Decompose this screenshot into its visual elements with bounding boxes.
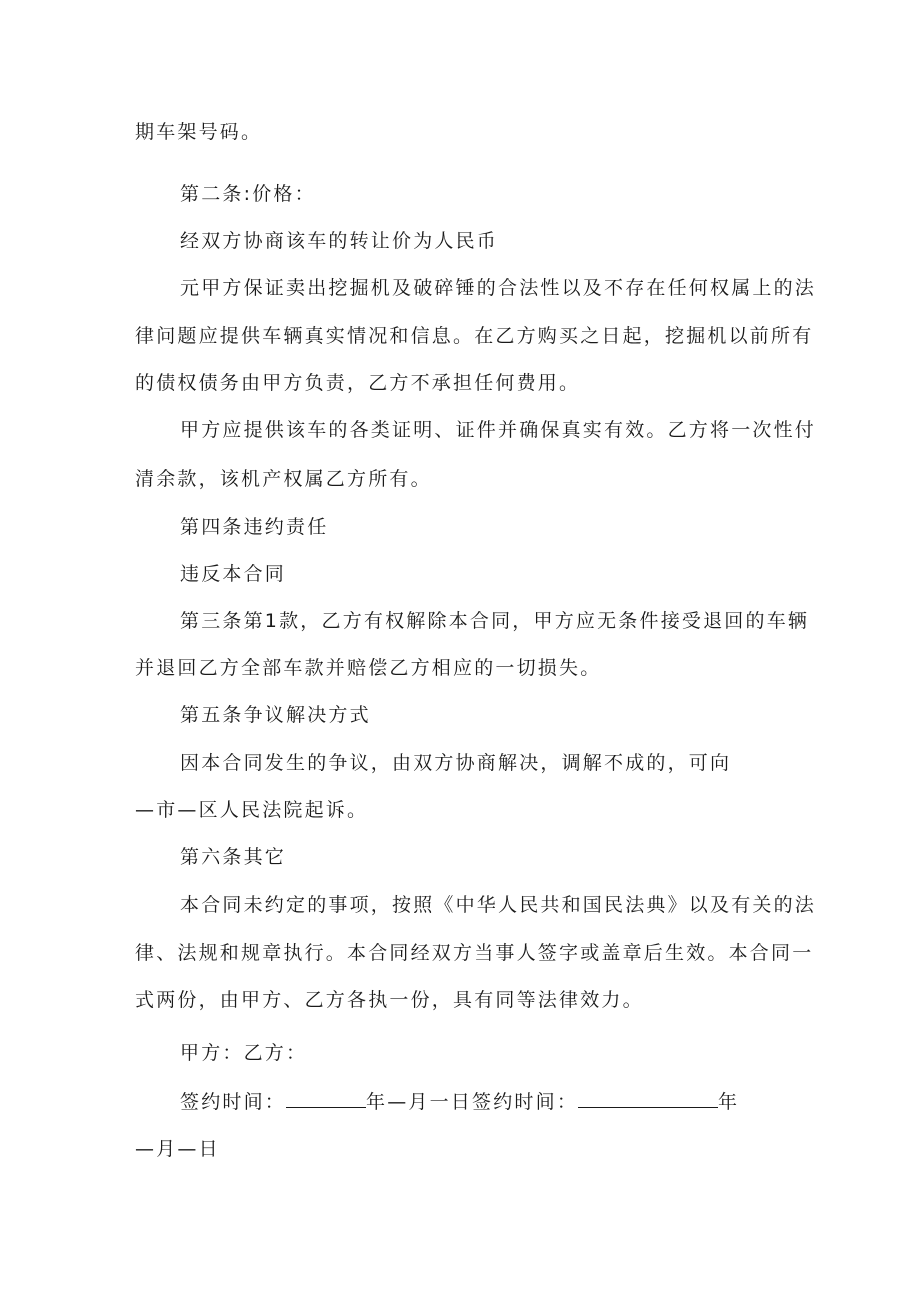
signing-date-blank xyxy=(578,1089,718,1108)
paragraph-line: 因本合同发生的争议，由双方协商解决，调解不成的，可向 xyxy=(180,752,732,774)
paragraph-line: 违反本合同 xyxy=(180,563,287,585)
paragraph-line: 清余款，该机产权属乙方所有。 xyxy=(135,468,432,490)
signing-date-line xyxy=(180,1089,830,1114)
paragraph-line: 元甲方保证卖出挖掘机及破碎锤的合法性以及不存在任何权属上的法 xyxy=(180,277,817,299)
signing-date-middle: 年—月一日签约时间： xyxy=(366,1091,579,1113)
parties-line: 甲方：乙方： xyxy=(180,1042,308,1064)
section-heading-breach: 第四条违约责任 xyxy=(180,516,329,538)
paragraph-line: 律问题应提供车辆真实情况和信息。在乙方购买之日起，挖掘机以前所有 xyxy=(135,325,814,347)
paragraph-line: 并退回乙方全部车款并赔偿乙方相应的一切损失。 xyxy=(135,657,602,679)
section-heading-price: 第二条:价格： xyxy=(180,183,316,205)
paragraph-line: 本合同未约定的事项，按照《中华人民共和国民法典》以及有关的法 xyxy=(180,894,817,916)
paragraph-line: —市—区人民法院起诉。 xyxy=(135,799,369,821)
paragraph-line: 期车架号码。 xyxy=(135,121,263,143)
paragraph-line: 甲方应提供该车的各类证明、证件并确保真实有效。乙方将一次性付 xyxy=(180,419,817,441)
paragraph-line: 的债权债务由甲方负责，乙方不承担任何费用。 xyxy=(135,372,581,394)
paragraph-line: 式两份，由甲方、乙方各执一份，具有同等法律效力。 xyxy=(135,989,644,1011)
section-heading-other: 第六条其它 xyxy=(180,846,287,868)
paragraph-line: 经双方协商该车的转让价为人民币 xyxy=(180,230,499,252)
date-line: —月—日 xyxy=(135,1138,220,1160)
signing-date-year: 年 xyxy=(718,1091,740,1113)
paragraph-line: 律、法规和规章执行。本合同经双方当事人签字或盖章后生效。本合同一 xyxy=(135,942,814,964)
signing-date-label: 签约时间： xyxy=(180,1091,287,1113)
signing-date-blank xyxy=(286,1089,366,1108)
paragraph-line: 第三条第1款，乙方有权解除本合同，甲方应无条件接受退回的车辆 xyxy=(180,610,810,632)
section-heading-dispute: 第五条争议解决方式 xyxy=(180,704,371,726)
